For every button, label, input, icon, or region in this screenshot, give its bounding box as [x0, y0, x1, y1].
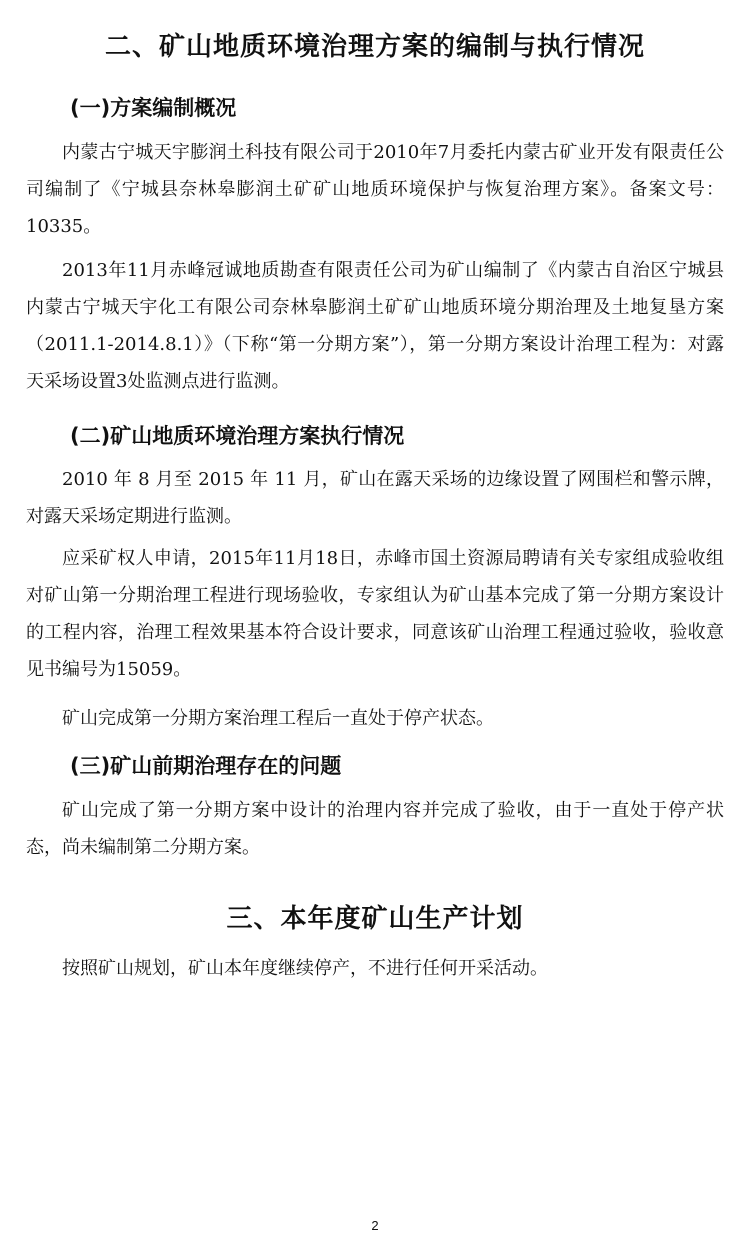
- paragraph: 应采矿权人申请，2015年11月18日，赤峰市国土资源局聘请有关专家组成验收组对矿山第一分期治理工程进行现场验收，专家组认为矿山基本完成了第一分期方案设计的工程内容，治理工程效果基本符合设计要求，同意该矿山治理工程通过验收，验收意见书编号为15059。: [26, 548, 724, 680]
- subsection-3-title: (三)矿山前期治理存在的问题: [70, 754, 342, 778]
- paragraph: 2010 年 8 月至 2015 年 11 月，矿山在露天采场的边缘设置了网围栏和警示牌，对露天采场定期进行监测。: [26, 469, 724, 527]
- section-2-title: 二、矿山地质环境治理方案的编制与执行情况: [104, 32, 645, 62]
- section-3-title: 三、本年度矿山生产计划: [226, 904, 524, 934]
- paragraph: 矿山完成了第一分期方案中设计的治理内容并完成了验收，由于一直处于停产状态，尚未编制第二分期方案。: [26, 800, 724, 858]
- page-number: 2: [371, 1218, 379, 1233]
- subsection-2-title: (二)矿山地质环境治理方案执行情况: [70, 424, 405, 448]
- paragraph: 矿山完成第一分期方案治理工程后一直处于停产状态。: [62, 708, 494, 729]
- paragraph: 内蒙古宁城天宇膨润土科技有限公司于2010年7月委托内蒙古矿业开发有限责任公司编制了《宁城县奈林皋膨润土矿矿山地质环境保护与恢复治理方案》。备案文号：10335。: [26, 142, 724, 237]
- paragraph: 2013年11月赤峰冠诚地质勘查有限责任公司为矿山编制了《内蒙古自治区宁城县内蒙古宁城天宇化工有限公司奈林皋膨润土矿矿山地质环境分期治理及土地复垦方案（2011.1-2014.8.1）》（下称“第一分期方案”），第一分期方案设计治理工程为：对露天采场设置3处监测点进行监测。: [26, 260, 724, 392]
- paragraph: 按照矿山规划，矿山本年度继续停产，不进行任何开采活动。: [62, 958, 548, 979]
- subsection-1-title: (一)方案编制概况: [70, 96, 237, 120]
